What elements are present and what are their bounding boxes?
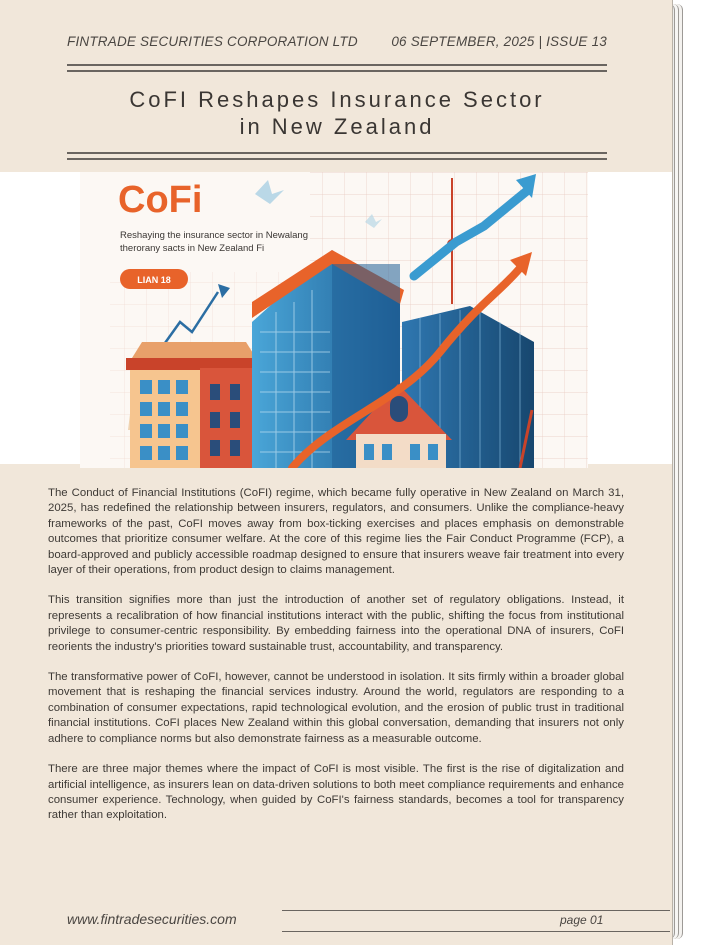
- hero-illustration: [80, 172, 588, 468]
- divider: [67, 158, 607, 160]
- paragraph: There are three major themes where the impact of CoFI is most visible. The first is the rise of digitalization and artificial intelligence, as insurers lean on data-driven solutions to both meet compliance requirements and enhance consumer experience. Technology, when guided by CoFI's fairness standards, becomes a tool for transparency rather than exploitation.: [48, 763, 624, 822]
- article-body: [48, 486, 624, 839]
- issue-date: 06 SEPTEMBER, 2025 | ISSUE 13: [391, 34, 607, 49]
- divider: [67, 70, 607, 72]
- paragraph: The Conduct of Financial Institutions (CoFI) regime, which became fully operative in New Zealand on March 31, 2025, has redefined the relationship between insurers, regulators, and consumers. Unlike the compliance-heavy frameworks of the past, CoFI moves away from box-ticking exercises and places emphasis on demonstrable outcomes that prioritize consumer welfare. At the core of this regime lies the Fair Conduct Programme (FCP), a board-approved and publicly accessible roadmap designed to ensure that insurers weave fair treatment into every layer of their operations, from product design to claims management.: [48, 487, 624, 577]
- cofi-logo: CoFi: [118, 179, 203, 221]
- footer-url[interactable]: www.fintradesecurities.com: [67, 911, 237, 927]
- divider: [67, 64, 607, 66]
- title-line-1: CoFI Reshapes Insurance Sector: [129, 87, 545, 112]
- paragraph: This transition signifies more than just the introduction of another set of regulatory obligations. Instead, it represents a recalibration of how financial institutions interact with the public, shifting the focus from institutional privilege to consumer-centric responsibility. By embedding fairness into the operational DNA of insurers, CoFI reorients the industry's priorities toward sustainable trust, accountability, and transparency.: [48, 594, 624, 653]
- footer-divider: [282, 910, 670, 911]
- title-line-2: in New Zealand: [239, 114, 435, 139]
- hero-tagline: therorany sacts in New Zealand Fi: [120, 243, 265, 254]
- footer-divider: [282, 931, 670, 932]
- hero-badge-label: LIAN 18: [137, 275, 171, 285]
- hero-svg: [80, 172, 588, 468]
- article-title: [67, 86, 607, 140]
- company-name: FINTRADE SECURITIES CORPORATION LTD: [67, 34, 358, 49]
- paragraph: The transformative power of CoFI, however, cannot be understood in isolation. It sits firmly within a broader global movement that is reshaping the financial services industry. Around the world, regulators are responding to a combination of consumer expectations, rapid technological evolution, and the erosion of public trust in traditional financial institutions. CoFI places New Zealand within this global conversation, demanding that insurers not only adhere to compliance norms but also demonstrate fairness as a measurable outcome.: [48, 671, 624, 745]
- masthead: [67, 34, 607, 49]
- divider: [67, 152, 607, 154]
- page-number: page 01: [560, 913, 604, 927]
- hero-tagline: Reshaying the insurance sector in Newalang: [120, 230, 308, 241]
